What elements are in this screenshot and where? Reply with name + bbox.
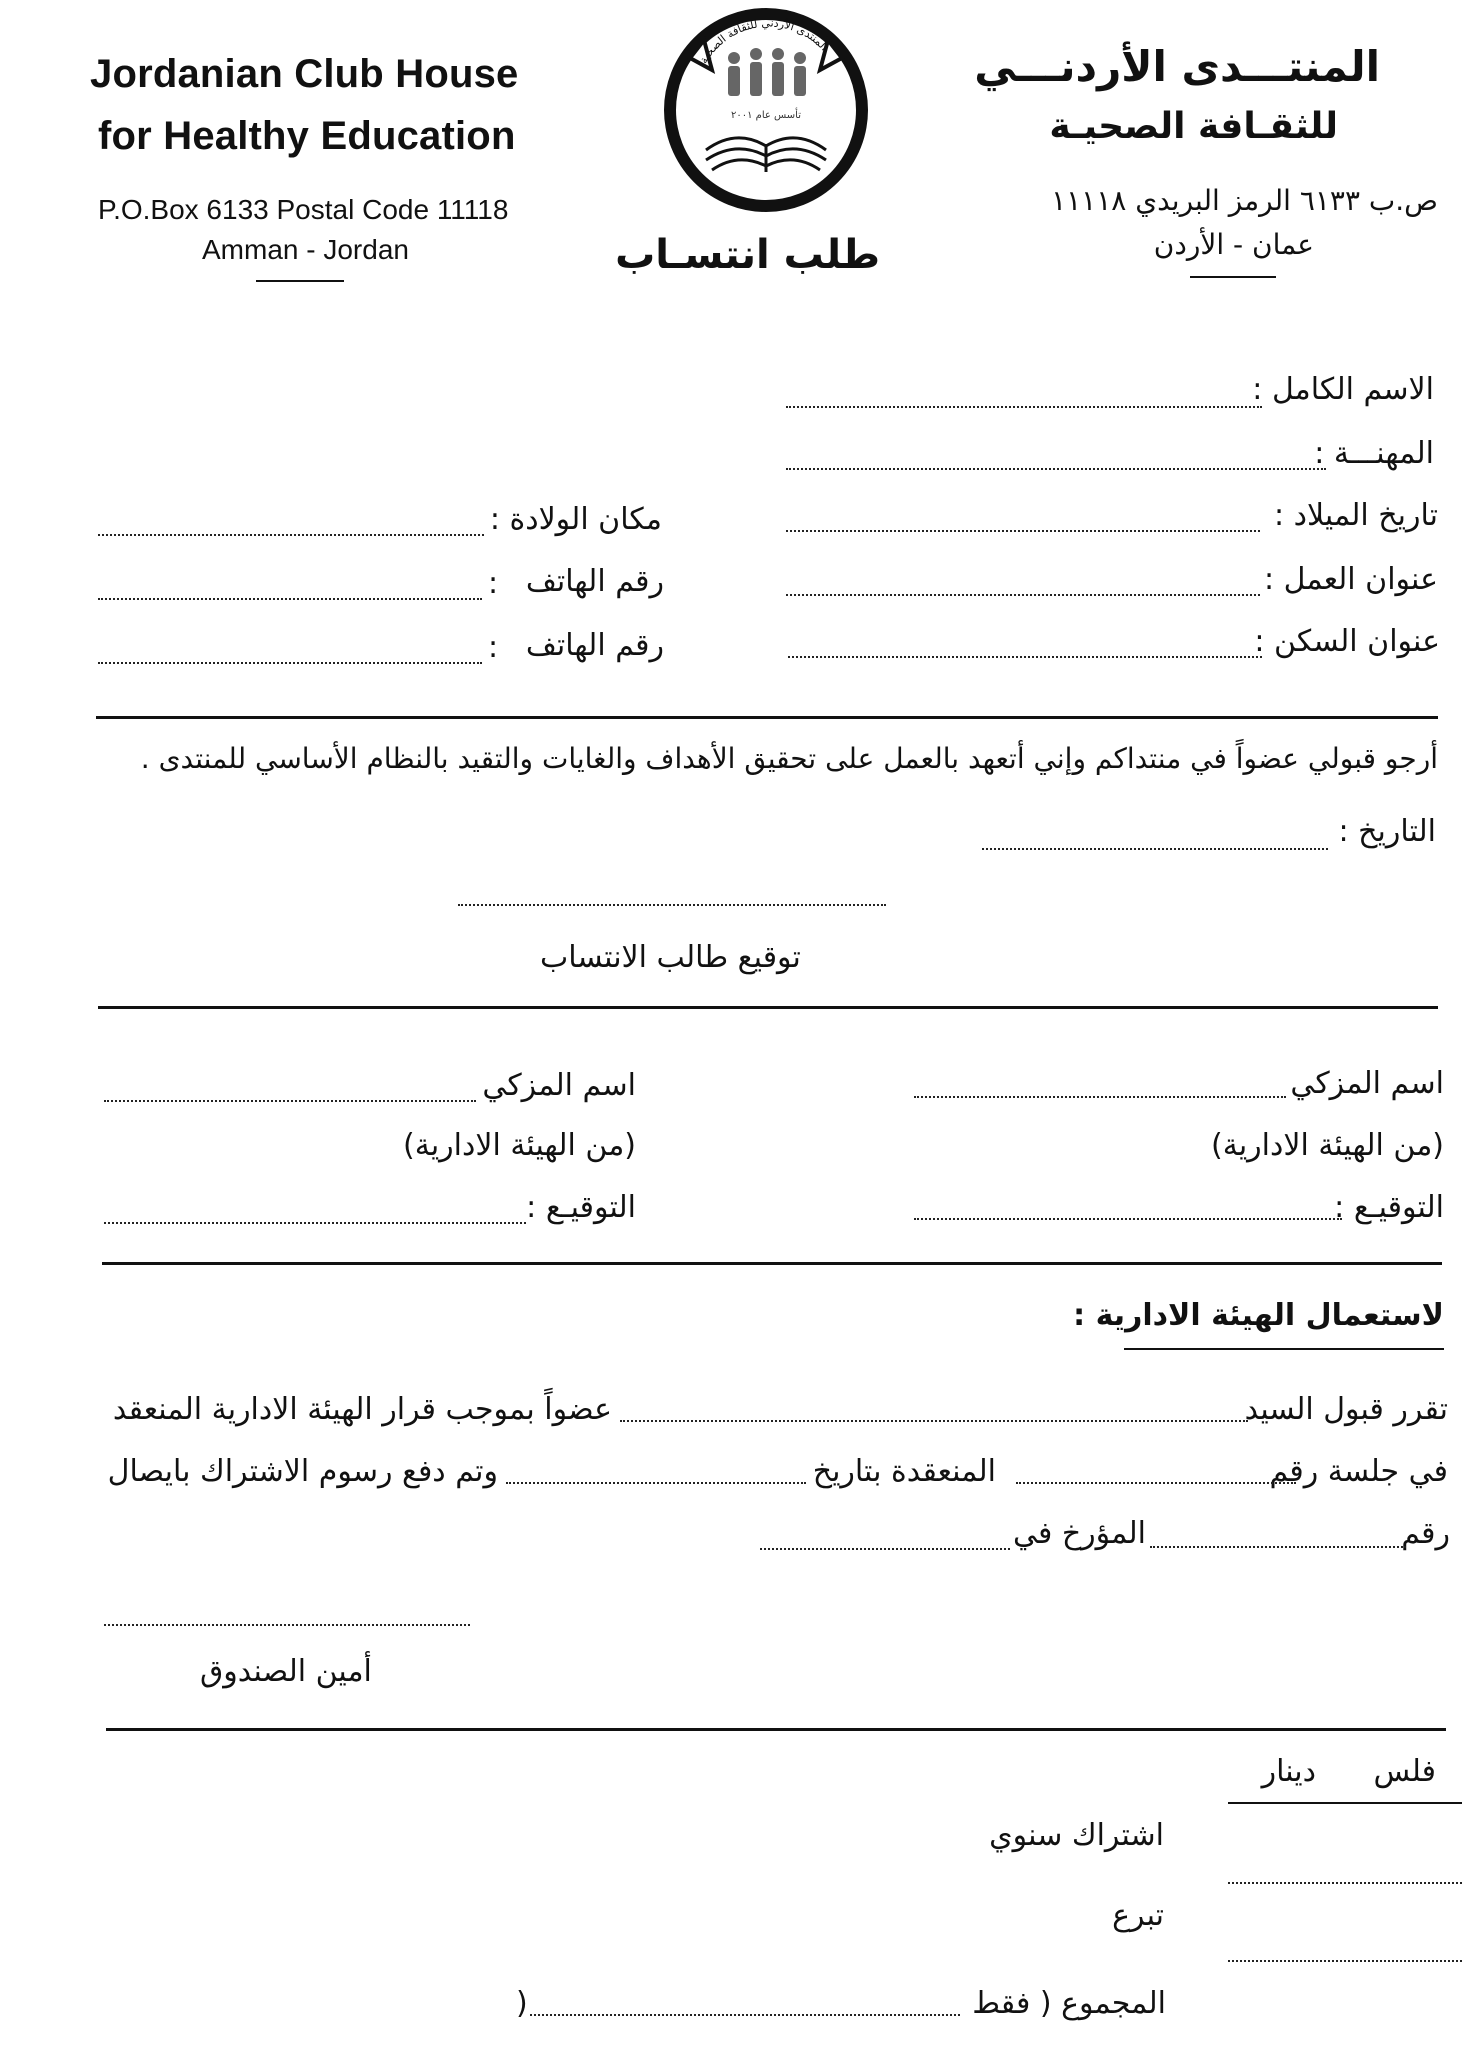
profession-label: المهنـــة :: [1314, 436, 1434, 471]
home-address-label: عنوان السكن :: [1254, 624, 1440, 659]
phone-1-colon: :: [488, 566, 499, 601]
section-divider-1: [96, 716, 1438, 719]
applicant-signature-field[interactable]: [458, 904, 886, 906]
dinar-header: دينار: [1261, 1754, 1316, 1789]
donation-label: تبرع: [1112, 1898, 1164, 1933]
ar-title-line2: للثقـافة الصحيـة: [1049, 106, 1338, 147]
birth-place-label: مكان الولادة :: [489, 502, 662, 537]
held-on-label: المنعقدة بتاريخ: [812, 1454, 996, 1489]
ar-address-line2: عمان - الأردن: [1153, 228, 1314, 261]
date-field[interactable]: [982, 848, 1328, 850]
declaration-text: أرجو قبولي عضواً في منتداكم وإني أتعهد بالعمل على تحقيق الأهداف والغايات والتقيد بالنظام الأساسي للمنتدى .: [140, 742, 1438, 775]
ar-title-line1: المنتـــدى الأردنـــي: [974, 42, 1380, 91]
logo-emblem-icon: [660, 0, 872, 212]
session-date-field[interactable]: [506, 1482, 806, 1484]
recommender-right-board-label: (من الهيئة الادارية): [1211, 1128, 1444, 1163]
annual-fee-field[interactable]: [1228, 1882, 1462, 1884]
admin-heading: لاستعمال الهيئة الادارية :: [1073, 1298, 1444, 1333]
full-name-field[interactable]: [786, 406, 1262, 408]
work-address-field[interactable]: [786, 594, 1260, 596]
phone-1-label: رقم الهاتف: [525, 564, 664, 599]
ar-address-line1: ص.ب ٦١٣٣ الرمز البريدي ١١١١٨: [1051, 184, 1438, 217]
birth-date-label: تاريخ الميلاد :: [1273, 498, 1438, 533]
approve-prefix-label: تقرر قبول السيد: [1244, 1392, 1448, 1427]
section-divider-2: [98, 1006, 1438, 1009]
admin-heading-underline: [1124, 1348, 1444, 1350]
home-address-field[interactable]: [788, 656, 1262, 658]
en-title-line1: Jordanian Club House: [90, 52, 519, 96]
approve-suffix-label: عضواً بموجب قرار الهيئة الادارية المنعقد: [112, 1392, 612, 1427]
ar-address-underline: [1190, 276, 1276, 278]
en-title-line2: for Healthy Education: [98, 114, 516, 158]
birth-place-field[interactable]: [98, 534, 484, 536]
fils-header: فلس: [1373, 1754, 1436, 1789]
phone-1-field[interactable]: [98, 598, 482, 600]
treasurer-signature-field[interactable]: [104, 1624, 470, 1626]
phone-2-colon: :: [488, 630, 499, 665]
en-address-line2: Amman - Jordan: [202, 234, 409, 265]
fees-header-underline: [1228, 1802, 1462, 1804]
treasurer-label: أمين الصندوق: [200, 1654, 372, 1689]
receipt-number-field[interactable]: [1150, 1546, 1406, 1548]
recommender-right-name-label: اسم المزكي: [1290, 1066, 1444, 1101]
profession-field[interactable]: [786, 468, 1326, 470]
recommender-left-signature-label: التوقيـع :: [526, 1190, 636, 1225]
total-field[interactable]: [530, 2014, 960, 2016]
section-divider-4: [106, 1728, 1446, 1731]
recommender-right-signature-label: التوقيـع :: [1334, 1190, 1444, 1225]
member-name-field[interactable]: [620, 1420, 1248, 1422]
total-close-paren: ): [516, 1986, 528, 2021]
phone-2-field[interactable]: [98, 662, 482, 664]
recommender-right-signature-field[interactable]: [914, 1218, 1342, 1220]
donation-field[interactable]: [1228, 1960, 1462, 1962]
recommender-right-name-field[interactable]: [914, 1096, 1286, 1098]
session-number-field[interactable]: [1016, 1482, 1296, 1484]
section-divider-3: [102, 1262, 1442, 1265]
session-label: في جلسة رقم: [1269, 1454, 1448, 1489]
receipt-number-label: رقم: [1401, 1516, 1450, 1551]
svg-text:تأسس عام ٢٠٠١: تأسس عام ٢٠٠١: [730, 110, 802, 121]
recommender-left-name-field[interactable]: [104, 1100, 476, 1102]
birth-date-field[interactable]: [786, 530, 1260, 532]
dated-label: المؤرخ في: [1012, 1516, 1146, 1551]
recommender-left-name-label: اسم المزكي: [482, 1068, 636, 1103]
total-label: المجموع ( فقط: [972, 1986, 1166, 2021]
full-name-label: الاسم الكامل :: [1252, 372, 1434, 407]
applicant-signature-label: توقيع طالب الانتساب: [540, 940, 801, 975]
fees-paid-label: وتم دفع رسوم الاشتراك بايصال: [107, 1454, 498, 1489]
work-address-label: عنوان العمل :: [1263, 562, 1438, 597]
recommender-left-signature-field[interactable]: [104, 1222, 526, 1224]
club-logo: [660, 0, 872, 212]
svg-text:المنتدى الأردني للثقافة الصحية: المنتدى الأردني للثقافة الصحية: [696, 16, 831, 66]
recommender-left-board-label: (من الهيئة الادارية): [403, 1128, 636, 1163]
form-title: طلب انتسـاب: [615, 232, 880, 278]
annual-fee-label: اشتراك سنوي: [989, 1818, 1164, 1853]
en-address-underline: [256, 280, 344, 282]
receipt-date-field[interactable]: [760, 1548, 1010, 1550]
phone-2-label: رقم الهاتف: [525, 628, 664, 663]
en-address-line1: P.O.Box 6133 Postal Code 11118: [98, 194, 509, 225]
date-label: التاريخ :: [1338, 814, 1436, 849]
